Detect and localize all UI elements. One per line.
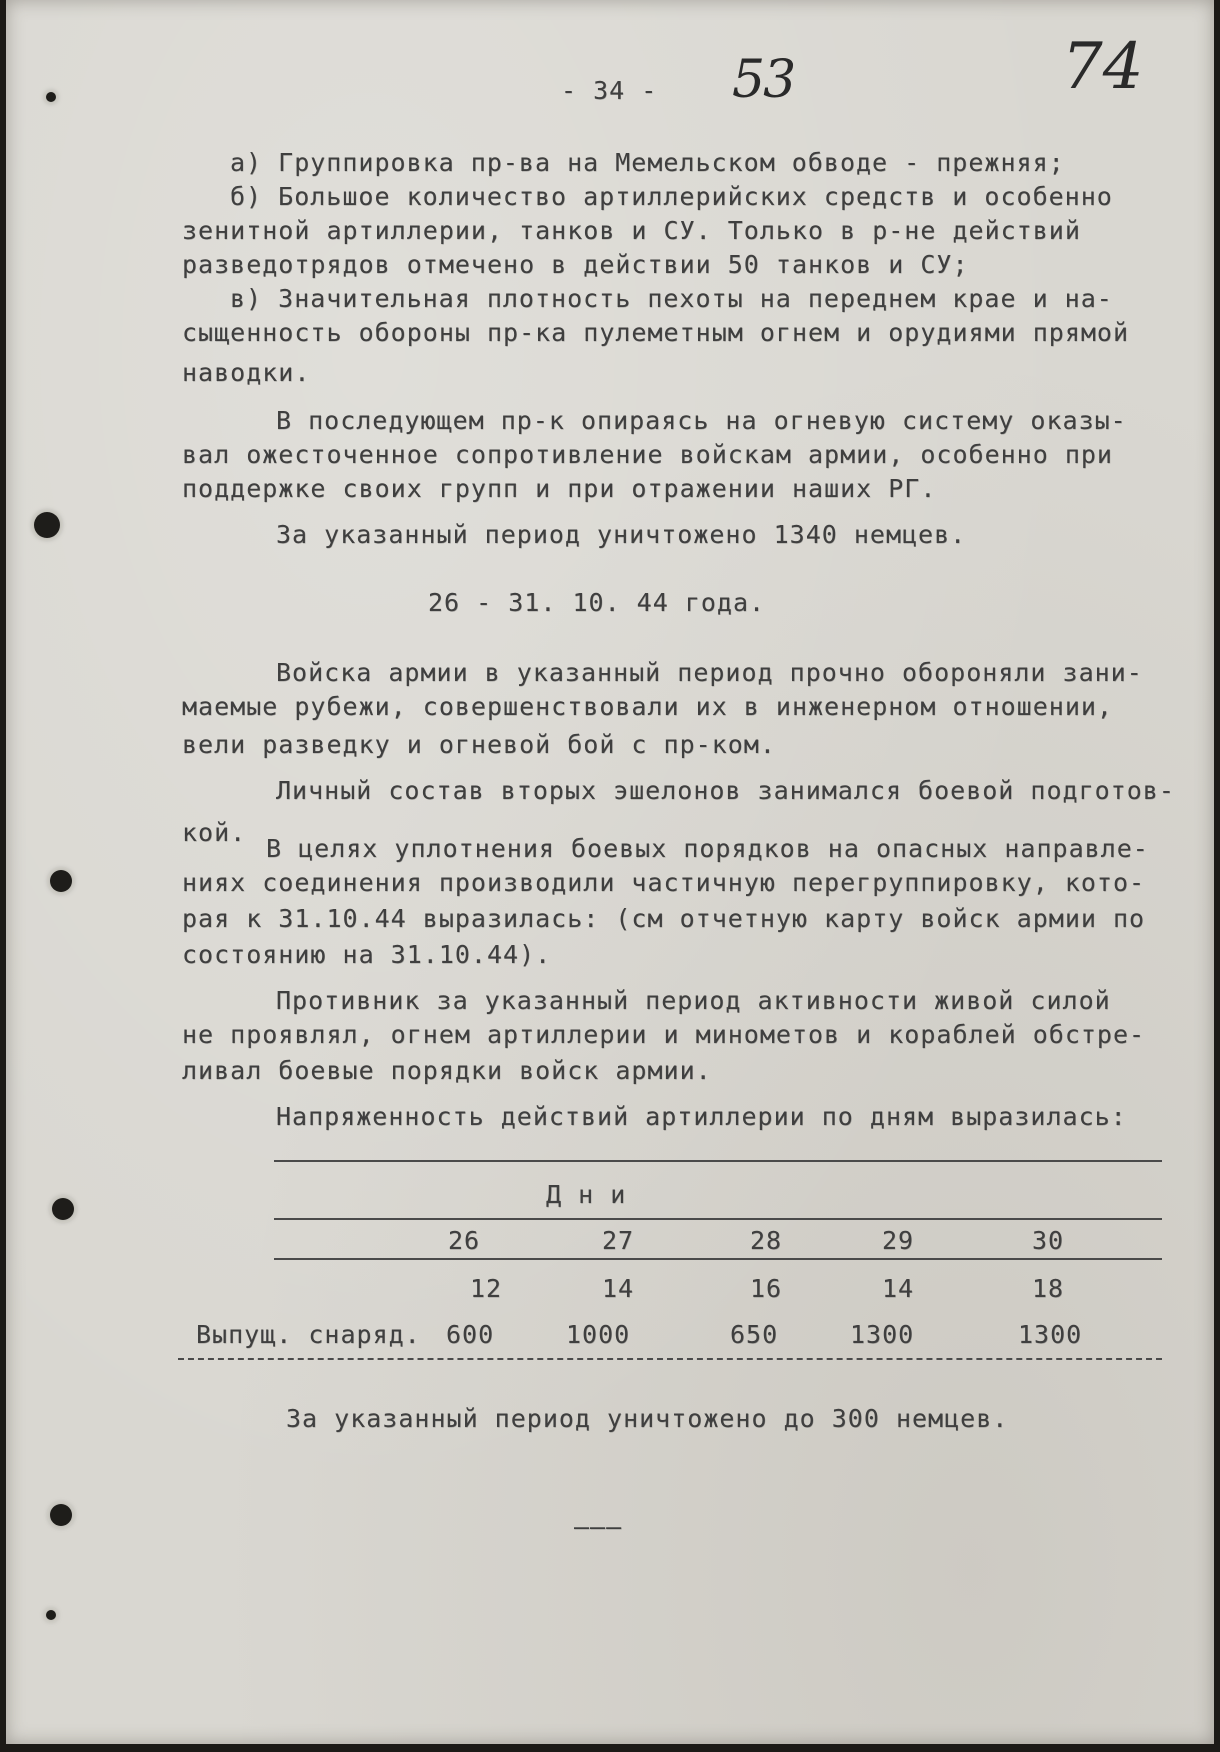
text-line: Противник за указанный период активности живой силой — [276, 986, 1111, 1015]
text-line: вели разведку и огневой бой с пр-ком. — [182, 730, 776, 759]
text-line: За указанный период уничтожено до 300 немцев. — [286, 1404, 1009, 1433]
text-line: зенитной артиллерии, танков и СУ. Только в р-не действий — [182, 216, 1081, 245]
text-line: а) Группировка пр-ва на Мемельском обводе - прежняя; — [230, 148, 1065, 177]
punch-hole — [34, 512, 60, 538]
text-line: в) Значительная плотность пехоты на переднем крае и на- — [230, 284, 1113, 313]
day-header: 29 — [882, 1226, 915, 1255]
table-cell: 1300 — [850, 1320, 915, 1349]
punch-hole — [50, 1504, 72, 1526]
text-line: ниях соединения производили частичную перегруппировку, кото- — [182, 868, 1146, 897]
section-heading: 26 - 31. 10. 44 года. — [428, 588, 766, 617]
handwritten-page-number: 53 — [732, 50, 795, 110]
text-line: рая к 31.10.44 выразилась: (см отчетную карту войск армии по — [182, 904, 1146, 933]
text-line: В целях уплотнения боевых порядков на опасных направле- — [266, 834, 1149, 863]
document-page — [6, 0, 1214, 1744]
table-cell: 650 — [730, 1320, 779, 1349]
text-line: кой. — [182, 818, 247, 847]
page-number: - 34 - — [561, 76, 658, 105]
text-line: б) Большое количество артиллерийских средств и особенно — [230, 182, 1113, 211]
table-cell: 14 — [602, 1274, 635, 1303]
table-cell: 600 — [446, 1320, 495, 1349]
table-cell: 12 — [470, 1274, 503, 1303]
day-header: 30 — [1032, 1226, 1065, 1255]
text-line: поддержке своих групп и при отражении наших РГ. — [182, 474, 937, 503]
day-header: 27 — [602, 1226, 635, 1255]
text-line: Личный состав вторых эшелонов занимался боевой подготов- — [276, 776, 1175, 805]
table-cell: 14 — [882, 1274, 915, 1303]
table-title: Д н и — [546, 1180, 627, 1209]
text-line: наводки. — [182, 358, 311, 387]
table-days-rule — [274, 1258, 1162, 1260]
end-mark: ——— — [574, 1512, 623, 1541]
punch-hole — [46, 1610, 56, 1620]
row-label: Выпущ. снаряд. — [196, 1320, 421, 1349]
text-line: Войска армии в указанный период прочно обороняли зани- — [276, 658, 1143, 687]
punch-hole — [50, 870, 72, 892]
text-line: сыщенность обороны пр-ка пулеметным огнем и орудиями прямой — [182, 318, 1130, 347]
table-bottom-rule — [178, 1358, 1162, 1360]
text-line: В последующем пр-к опираясь на огневую систему оказы- — [276, 406, 1127, 435]
handwritten-archive-number: 74 — [1062, 30, 1144, 104]
text-line: Напряженность действий артиллерии по дням выразилась: — [276, 1102, 1127, 1131]
table-header-rule — [274, 1218, 1162, 1220]
text-line: маемые рубежи, совершенствовали их в инженерном отношении, — [182, 692, 1113, 721]
day-header: 26 — [448, 1226, 481, 1255]
table-cell: 18 — [1032, 1274, 1065, 1303]
text-line: За указанный период уничтожено 1340 немцев. — [276, 520, 967, 549]
text-line: не проявлял, огнем артиллерии и минометов и кораблей обстре- — [182, 1020, 1146, 1049]
text-line: вал ожесточенное сопротивление войскам армии, особенно при — [182, 440, 1113, 469]
day-header: 28 — [750, 1226, 783, 1255]
text-line: состоянию на 31.10.44). — [182, 940, 552, 969]
table-top-rule — [274, 1160, 1162, 1162]
table-cell: 1300 — [1018, 1320, 1083, 1349]
table-cell: 16 — [750, 1274, 783, 1303]
punch-hole — [46, 92, 56, 102]
punch-hole — [52, 1198, 74, 1220]
table-cell: 1000 — [566, 1320, 631, 1349]
text-line: ливал боевые порядки войск армии. — [182, 1056, 712, 1085]
text-line: разведотрядов отмечено в действии 50 танков и СУ; — [182, 250, 969, 279]
